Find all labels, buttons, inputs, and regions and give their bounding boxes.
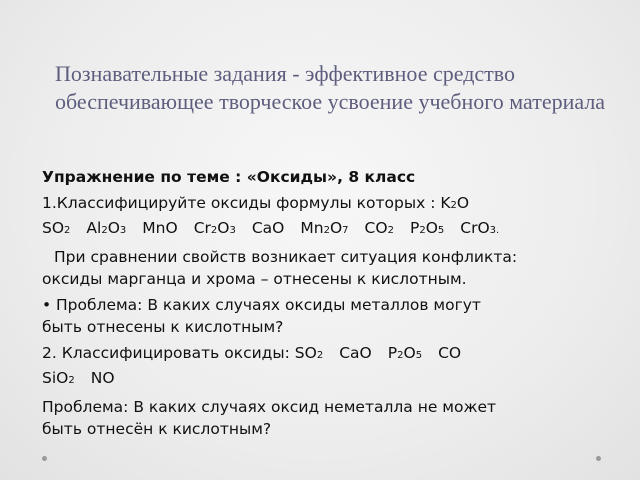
task1-formulas xyxy=(42,217,622,242)
chemical-formula: NO xyxy=(90,369,115,387)
chemical-formula: P2O5 xyxy=(387,344,423,362)
chemical-formula: P2O5 xyxy=(409,219,445,237)
task2-formulas-2 xyxy=(42,367,622,392)
slide-content xyxy=(42,166,622,440)
chemical-formula: Mn2O7 xyxy=(300,219,349,237)
chemical-formula: SiO2 xyxy=(42,369,75,387)
chemical-formula: CaO xyxy=(251,219,285,237)
conflict-line-2: оксиды марганца и хрома – отнесены к кислотным. xyxy=(42,270,467,288)
bullet-icon: • xyxy=(42,296,52,314)
chemical-formula: MnO xyxy=(142,219,178,237)
chemical-formula: CO xyxy=(438,344,462,362)
task2-label: 2. Классифицировать оксиды: xyxy=(42,344,295,362)
problem2-line-2: быть отнесён к кислотным? xyxy=(42,420,272,438)
problem2-line-1: Проблема: В каких случаях оксид неметалла не может xyxy=(42,398,497,416)
task2-formulas-1 xyxy=(295,344,461,362)
task1-line1 xyxy=(42,192,622,217)
task1-label: 1.Классифицируйте оксиды формулы которых : xyxy=(42,194,441,212)
problem1-line-2: быть отнесены к кислотным? xyxy=(42,318,284,336)
problem1-text-1: Проблема: В каких случаях оксиды металлов могут xyxy=(56,296,481,314)
problem1-line-1 xyxy=(42,294,622,316)
chemical-formula: SO2 xyxy=(42,219,71,237)
slide-title: Познавательные задания - эффективное средство обеспечивающее творческое усвоение учебного материала xyxy=(55,61,606,114)
task2-line1 xyxy=(42,342,622,367)
chemical-formula: CrO3. xyxy=(460,219,500,237)
conflict-line-1: При сравнении свойств возникает ситуация конфликта: xyxy=(54,248,518,266)
corner-dot-left xyxy=(42,456,47,461)
exercise-heading: Упражнение по теме : «Оксиды», 8 класс xyxy=(42,168,416,186)
chemical-formula: CaO xyxy=(339,344,372,362)
chemical-formula: Cr2O3 xyxy=(193,219,236,237)
chemical-formula: Al2O3 xyxy=(86,219,127,237)
chemical-formula: CO2 xyxy=(364,219,394,237)
formula-k2o: K2O xyxy=(440,194,470,212)
chemical-formula: SO2 xyxy=(294,344,324,362)
corner-dot-right xyxy=(596,456,601,461)
